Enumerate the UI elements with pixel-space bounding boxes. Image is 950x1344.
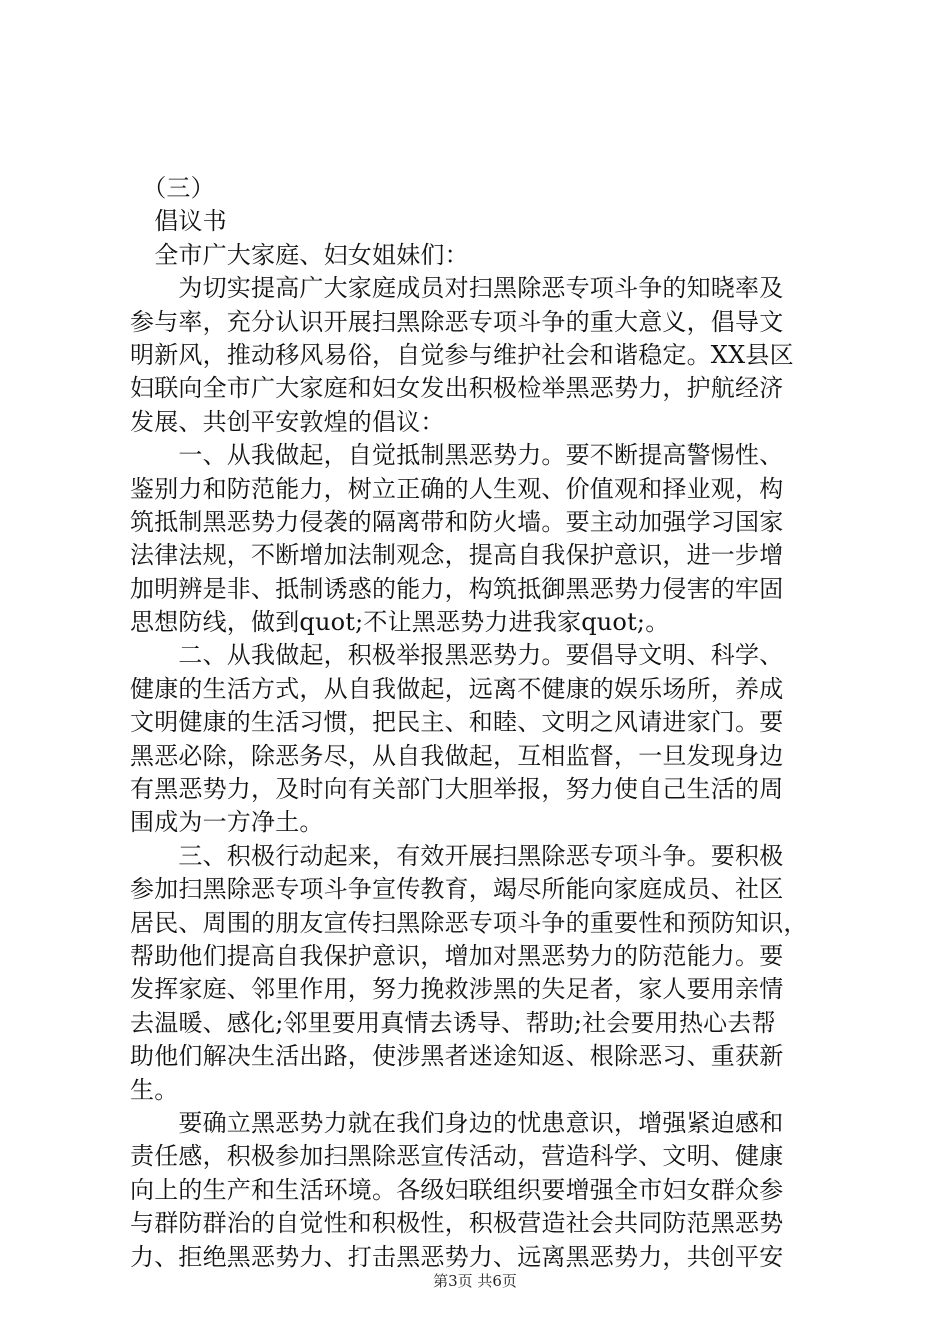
text-line: 加明辨是非、抵制诱惑的能力，构筑抵御黑恶势力侵害的牢固 (130, 574, 784, 603)
text-line: 围成为一方净土。 (130, 808, 324, 837)
text-line: 要确立黑恶势力就在我们身边的忧患意识，增强紧迫感和 (130, 1108, 784, 1137)
page-footer: 第3页 共6页 (433, 1272, 517, 1290)
text-line: 一、从我做起，自觉抵制黑恶势力。要不断提高警惕性、 (130, 441, 784, 470)
text-line: 参加扫黑除恶专项斗争宣传教育，竭尽所能向家庭成员、社区 (130, 875, 784, 904)
text-line: 二、从我做起，积极举报黑恶势力。要倡导文明、科学、 (130, 641, 784, 670)
text-line: 有黑恶势力，及时向有关部门大胆举报，努力使自己生活的周 (130, 775, 784, 804)
text-line: 明新风，推动移风易俗，自觉参与维护社会和谐稳定。XX县区 (130, 340, 794, 369)
text-line: 参与率，充分认识开展扫黑除恶专项斗争的重大意义，倡导文 (130, 307, 784, 336)
text-line: 居民、周围的朋友宣传扫黑除恶专项斗争的重要性和预防知识， (130, 908, 808, 937)
text-line: 为切实提高广大家庭成员对扫黑除恶专项斗争的知晓率及 (130, 274, 784, 303)
text-line: （三） (130, 174, 215, 202)
text-line: 发展、共创平安敦煌的倡议： (130, 407, 445, 436)
text-line: 文明健康的生活习惯，把民主、和睦、文明之风请进家门。要 (130, 708, 784, 737)
text-line: 鉴别力和防范能力，树立正确的人生观、价值观和择业观，构 (130, 474, 784, 503)
text-line: 生。 (130, 1075, 179, 1104)
text-line: 向上的生产和生活环境。各级妇联组织要增强全市妇女群众参 (130, 1175, 784, 1204)
text-line: 筑抵制黑恶势力侵袭的隔离带和防火墙。要主动加强学习国家 (130, 507, 784, 536)
text-line: 妇联向全市广大家庭和妇女发出积极检举黑恶势力，护航经济 (130, 374, 784, 403)
text-line: 帮助他们提高自我保护意识，增加对黑恶势力的防范能力。要 (130, 941, 784, 970)
document-body (130, 172, 830, 1274)
text-line: 与群防群治的自觉性和积极性，积极营造社会共同防范黑恶势 (130, 1209, 784, 1238)
text-line: 全市广大家庭、妇女姐妹们： (130, 240, 469, 269)
text-line: 法律法规，不断增加法制观念，提高自我保护意识，进一步增 (130, 541, 784, 570)
text-line: 黑恶必除，除恶务尽，从自我做起，互相监督，一旦发现身边 (130, 741, 784, 770)
text-line: 倡议书 (130, 207, 227, 236)
text-line: 助他们解决生活出路，使涉黑者迷途知返、根除恶习、重获新 (130, 1042, 784, 1071)
text-line: 责任感，积极参加扫黑除恶宣传活动，营造科学、文明、健康 (130, 1142, 784, 1171)
text-line: 思想防线，做到quot;不让黑恶势力进我家quot;。 (130, 608, 670, 637)
text-line: 健康的生活方式，从自我做起，远离不健康的娱乐场所，养成 (130, 674, 784, 703)
text-line: 三、积极行动起来，有效开展扫黑除恶专项斗争。要积极 (130, 841, 784, 870)
text-line: 去温暖、感化;邻里要用真情去诱导、帮助;社会要用热心去帮 (130, 1008, 776, 1037)
text-line: 力、拒绝黑恶势力、打击黑恶势力、远离黑恶势力，共创平安 (130, 1242, 784, 1271)
text-line: 发挥家庭、邻里作用，努力挽救涉黑的失足者，家人要用亲情 (130, 975, 784, 1004)
